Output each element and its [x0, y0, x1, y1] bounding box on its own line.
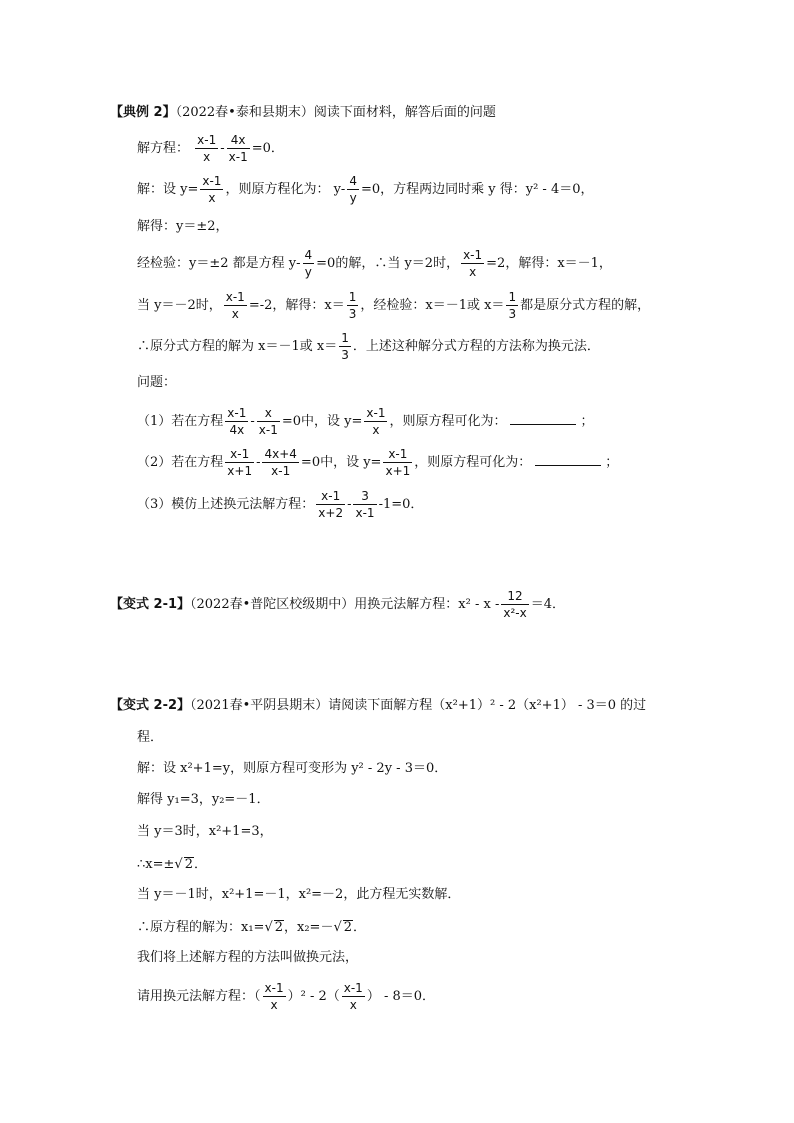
fraction	[263, 980, 286, 1013]
text: ；	[605, 455, 619, 471]
operator: -	[220, 141, 225, 157]
text: 当 y＝－2时，	[137, 298, 222, 314]
solution-step-3: 当 y＝3时，x²+1=3，	[137, 824, 273, 839]
fraction	[257, 405, 280, 438]
fraction	[353, 488, 376, 521]
solution-step-7: 我们将上述解方程的方法叫做换元法，	[137, 950, 359, 965]
text: ，则原方程可化为：	[389, 414, 507, 430]
question-label: 问题：	[137, 375, 177, 390]
text: =0中，设 y=	[300, 455, 382, 471]
variant-text-cont: 程．	[137, 730, 164, 745]
numerator: x-1	[316, 488, 345, 505]
solution-step-5: 当 y＝－1时，x²+1=－1，x²=－2，此方程无实数解．	[137, 887, 461, 902]
denominator: x+2	[318, 506, 344, 521]
numerator: x-1	[225, 405, 248, 422]
text: ．	[193, 857, 207, 872]
denominator: 3	[348, 307, 357, 322]
numerator: x	[257, 405, 280, 422]
denominator: x-1	[258, 423, 278, 438]
fraction	[262, 446, 298, 479]
text: ，经检验：x＝－1或 x＝	[360, 298, 505, 314]
fraction	[501, 588, 528, 621]
denominator: x-1	[228, 150, 248, 165]
denominator: x	[208, 191, 216, 206]
radicand: 2	[274, 920, 284, 935]
numerator: 4	[303, 247, 315, 264]
text: 都是原分式方程的解，	[520, 298, 651, 314]
numerator: 1	[339, 330, 351, 347]
text: ∴x=±	[137, 857, 175, 872]
numerator: x-1	[263, 980, 286, 997]
solution-line-5	[137, 330, 600, 363]
text: 解：设 y=	[137, 182, 199, 198]
solution-step-4: ∴x=±√ 2．	[137, 857, 207, 872]
text: ；	[580, 414, 594, 430]
fraction	[195, 132, 218, 165]
example-intro: 阅读下面材料，解答后面的问题	[313, 105, 496, 120]
numerator: x-1	[364, 405, 387, 422]
denominator: x-1	[355, 506, 375, 521]
operator: -	[250, 414, 255, 430]
text: ∴原分式方程的解为 x＝－1或 x＝	[137, 339, 338, 355]
solution-step-6: ∴原方程的解为：x₁=√ 2，x₂=－√ 2．	[137, 920, 367, 935]
denominator: x	[469, 265, 477, 280]
denominator: x+1	[227, 464, 253, 479]
text: =0的解，∴当 y＝2时，	[316, 256, 460, 272]
denominator: y	[304, 265, 312, 280]
radicand: 2	[343, 920, 353, 935]
fraction	[316, 488, 345, 521]
numerator: x-1	[200, 173, 223, 190]
denominator: x	[270, 998, 278, 1013]
text: =-2，解得：x＝	[248, 298, 345, 314]
text: =0中，设 y=	[281, 414, 363, 430]
numerator: 4x+4	[262, 446, 298, 463]
denominator: x+1	[385, 464, 411, 479]
fraction	[383, 446, 412, 479]
equation-tail: =0．	[251, 141, 284, 157]
denominator: x	[372, 423, 380, 438]
variant-tag: 【变式 2-2】	[110, 698, 191, 713]
numerator: 1	[347, 289, 359, 306]
numerator: x-1	[342, 980, 365, 997]
denominator: y	[349, 191, 357, 206]
numerator: x-1	[195, 132, 218, 149]
variant-tag: 【变式 2-1】	[110, 597, 191, 613]
example-source: （2022春•泰和县期末）	[175, 105, 314, 120]
denominator: x	[231, 307, 239, 322]
text: ，x₂=－	[284, 920, 334, 935]
fraction	[200, 173, 223, 206]
numerator: 4x	[227, 132, 250, 149]
solution-line-1	[137, 173, 594, 206]
solution-line-2: 解得：y＝±2，	[137, 219, 229, 234]
text: 用换元法解方程：x² - x -	[354, 597, 500, 613]
fraction	[347, 173, 359, 206]
numerator: 12	[501, 588, 528, 605]
fraction	[225, 446, 254, 479]
numerator: x-1	[383, 446, 412, 463]
denominator: 4x	[229, 423, 245, 438]
example-2-heading	[110, 106, 496, 119]
text: 请用换元法解方程：（	[137, 989, 261, 1005]
answer-blank	[535, 453, 601, 466]
numerator: x-1	[224, 289, 247, 306]
fraction	[227, 132, 250, 165]
fraction	[461, 247, 484, 280]
text: ，则原方程化为： y-	[225, 182, 346, 198]
answer-blank	[510, 412, 576, 425]
solution-line-3	[137, 247, 612, 280]
question-2	[137, 446, 618, 479]
example-equation	[137, 132, 284, 165]
operator: -	[256, 455, 261, 471]
text: 请阅读下面解方程（x²+1）² - 2（x²+1） - 3＝0 的过	[328, 698, 647, 713]
denominator: 3	[341, 348, 349, 363]
denominator: x	[349, 998, 357, 1013]
solution-line-4	[137, 289, 650, 322]
radicand: 2	[184, 857, 193, 872]
solution-step-2: 解得 y₁=3，y₂=－1．	[137, 792, 270, 807]
variant-2-2	[110, 699, 646, 712]
text: ＝4．	[530, 597, 565, 613]
text: （1）若在方程	[137, 414, 224, 430]
numerator: 1	[506, 289, 518, 306]
text: ）² - 2（	[287, 989, 340, 1005]
fraction	[342, 980, 365, 1013]
denominator: 3	[508, 307, 517, 322]
example-tag: 【典例 2】	[110, 105, 176, 120]
text: ∴原方程的解为：x₁=	[137, 920, 265, 935]
text: 经检验：y＝±2 都是方程 y-	[137, 256, 301, 272]
text: =2，解得：x＝－1，	[486, 256, 612, 272]
operator: -	[347, 497, 352, 513]
numerator: x-1	[225, 446, 254, 463]
denominator: x	[203, 150, 211, 165]
fraction	[303, 247, 315, 280]
text: ．上述这种解分式方程的方法称为换元法．	[352, 339, 600, 355]
text: （3）模仿上述换元法解方程：	[137, 497, 315, 513]
numerator: x-1	[461, 247, 484, 264]
variant-source: （2022春•普陀区校级期中）	[190, 597, 355, 613]
question-3	[137, 488, 423, 521]
solve-label: 解方程：	[137, 141, 190, 157]
denominator: x-1	[271, 464, 291, 479]
variant-source: （2021春•平阴县期末）	[190, 698, 329, 713]
fraction	[339, 330, 351, 363]
text: ） - 8＝0．	[366, 989, 436, 1005]
denominator: x²-x	[503, 606, 527, 621]
question-1	[137, 405, 594, 438]
variant-2-1	[110, 588, 565, 621]
fraction	[225, 405, 248, 438]
text: （2）若在方程	[137, 455, 224, 471]
solution-step-8	[137, 980, 435, 1013]
numerator: 3	[353, 488, 376, 505]
text: ．	[353, 920, 367, 935]
solution-step-1: 解：设 x²+1=y，则原方程可变形为 y² - 2y - 3＝0．	[137, 761, 448, 776]
fraction	[364, 405, 387, 438]
fraction	[224, 289, 247, 322]
fraction	[506, 289, 518, 322]
text: -1=0．	[378, 497, 424, 513]
fraction	[347, 289, 359, 322]
numerator: 4	[347, 173, 359, 190]
text: ，则原方程可化为：	[414, 455, 532, 471]
text: =0，方程两边同时乘 y 得：y² - 4＝0，	[360, 182, 594, 198]
